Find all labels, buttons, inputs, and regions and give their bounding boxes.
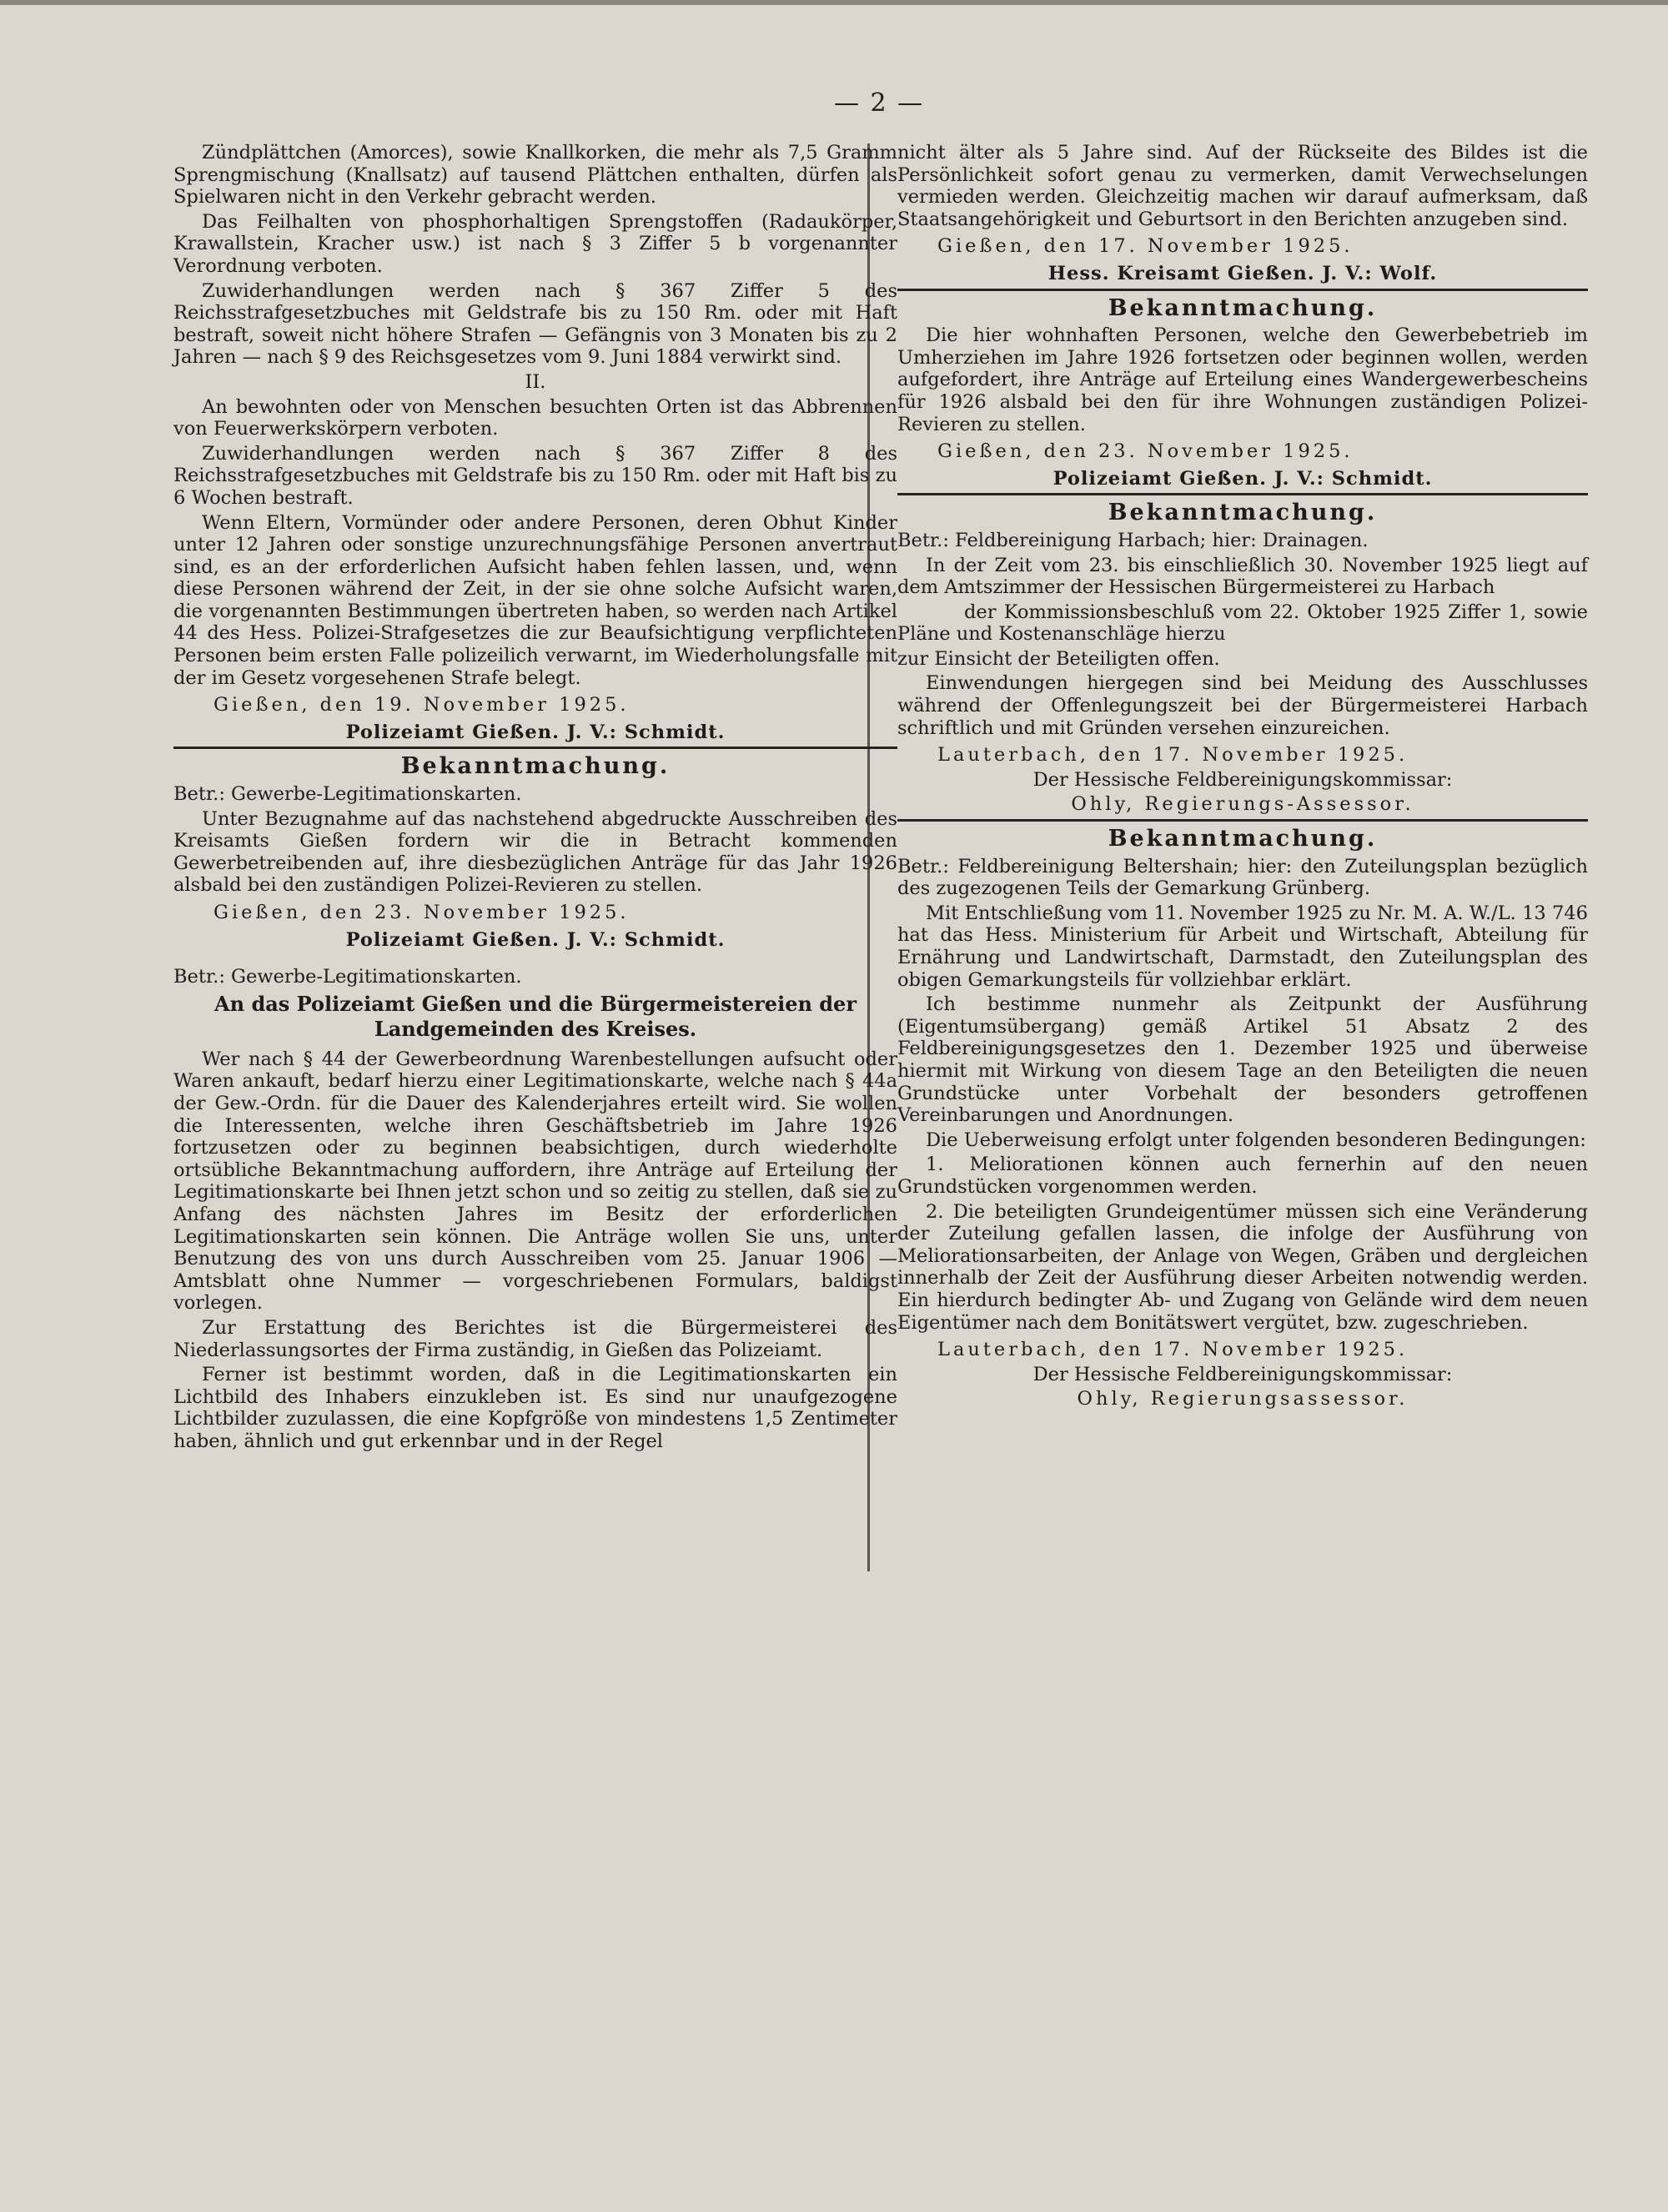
- paragraph: Wenn Eltern, Vormünder oder andere Personen, deren Obhut Kinder unter 12 Jahren oder sonstige unzurechnungsfähige Personen anvertraut sind, es an der erforderlichen Aufsicht haben fehlen lassen, und, wenn diese Personen während der Zeit, in der sie ohne solche Aufsicht waren, die vorgenannten Bestimmungen übertreten haben, so werden nach Artikel 44 des Hess. Polizei-Strafgesetzes die zur Beaufsichtigung verpflichteten Personen beim ersten Falle polizeilich verwarnt, im Wiederholungsfalle mit der im Gesetz vorgesehenen Strafe belegt.: [173, 511, 897, 689]
- paragraph: Mit Entschließung vom 11. November 1925 zu Nr. M. A. W./L. 13 746 hat das Hess. Ministerium für Arbeit und Wirtschaft, Abteilung für Ernährung und Landwirtschaft, Darmstadt, den Zuteilungsplan des obigen Gemarkungsteils für vollziehbar erklärt.: [897, 902, 1588, 991]
- paragraph: Zur Erstattung des Berichtes ist die Bürgermeisterei des Niederlassungsortes der Firma zuständig, in Gießen das Polizeiamt.: [173, 1316, 897, 1361]
- top-border: [0, 0, 1668, 5]
- announcement-heading: Bekanntmachung.: [1108, 826, 1378, 852]
- signature: Polizeiamt Gießen. J. V.: Schmidt.: [1053, 467, 1433, 490]
- list-item: 2. Die beteiligten Grundeigentümer müssen sich eine Veränderung der Zuteilung gefallen lassen, die infolge der Ausführung von Meliorationsarbeiten, der Anlage von Wegen, Gräben und dergleichen innerhalb der Zeit der Ausführung dieser Arbeiten notwendig werden. Ein hierdurch bedingter Ab- und Zugang von Gelände wird dem neuen Eigentümer nach dem Bonitätswert vergütet, bzw. zugeschrieben.: [897, 1200, 1588, 1334]
- paragraph: Zündplättchen (Amorces), sowie Knallkorken, die mehr als 7,5 Gramm Sprengmischung (Knallsatz) auf tausend Plättchen enthalten, dürfen als Spielwaren nicht in den Verkehr gebracht werden.: [173, 142, 897, 209]
- date-line: Lauterbach, den 17. November 1925.: [937, 744, 1409, 767]
- left-column: [173, 142, 897, 1455]
- signature: Polizeiamt Gießen. J. V.: Schmidt.: [345, 721, 726, 743]
- paragraph: Zuwiderhandlungen werden nach § 367 Ziffer 8 des Reichsstrafgesetzbuches mit Geldstrafe bis zu 150 Rm. oder mit Haft bis zu 6 Wochen bestraft.: [173, 442, 897, 509]
- subject-line: Betr.: Feldbereinigung Harbach; hier: Drainagen.: [897, 529, 1369, 551]
- right-column: [897, 142, 1588, 1413]
- paragraph: Unter Bezugnahme auf das nachstehend abgedruckte Ausschreiben des Kreisamts Gießen fordern wir die in Betracht kommenden Gewerbetreibenden auf, ihre diesbezüglichen Anträge für das Jahr 1926 alsbald bei den zuständigen Polizei-Revieren zu stellen.: [173, 807, 897, 897]
- signature: Polizeiamt Gießen. J. V.: Schmidt.: [345, 928, 726, 951]
- paragraph: Wer nach § 44 der Gewerbeordnung Warenbestellungen aufsucht oder Waren ankauft, bedarf hierzu einer Legitimationskarte, welche nach § 44a der Gew.-Ordn. für die Dauer des Kalenderjahres erteilt wird. Sie wollen die Interessenten, welche ihren Geschäftsbetrieb im Jahre 1926 fortzusetzen oder zu beginnen beabsichtigen, durch wiederholte ortsübliche Bekanntmachung auffordern, ihre Anträge auf Erteilung der Legitimationskarte bei Ihnen jetzt schon und so zeitig zu stellen, daß sie zu Anfang des nächsten Jahres im Besitz der erforderlichen Legitimationskarten sein können. Die Anträge wollen Sie uns, unter Benutzung des von uns durch Ausschreiben vom 25. Januar 1906 — Amtsblatt ohne Nummer — vorgeschriebenen Formulars, baldigst vorlegen.: [173, 1048, 897, 1315]
- date-line: Gießen, den 23. November 1925.: [214, 902, 630, 923]
- list-item: 1. Meliorationen können auch fernerhin auf den neuen Grundstücken vorgenommen werden.: [897, 1154, 1588, 1198]
- section-rule: [897, 289, 1588, 291]
- section-rule: [173, 747, 897, 749]
- paragraph: Einwendungen hiergegen sind bei Meidung des Ausschlusses während der Offenlegungszeit bei der Bürgermeisterei Harbach schriftlich und mit Gründen versehen einzureichen.: [897, 672, 1588, 739]
- subject-line: Betr.: Feldbereinigung Beltershain; hier: den Zuteilungsplan bezüglich des zugezogenen Teils der Gemarkung Grünberg.: [897, 855, 1588, 900]
- paragraph: Das Feilhalten von phosphorhaltigen Sprengstoffen (Radaukörper, Krawallstein, Kracher usw.) ist nach § 3 Ziffer 5 b vorgenannter Verordnung verboten.: [173, 210, 897, 277]
- date-line: Gießen, den 17. November 1925.: [937, 235, 1354, 258]
- signature: Hess. Kreisamt Gießen. J. V.: Wolf.: [1048, 262, 1438, 284]
- subject-line: Betr.: Gewerbe-Legitimationskarten.: [173, 966, 522, 988]
- section-rule: [897, 493, 1588, 495]
- signature-name: Ohly, Regierungs-Assessor.: [1071, 793, 1414, 816]
- section-rule: [897, 819, 1588, 822]
- date-line: Lauterbach, den 17. November 1925.: [937, 1339, 1409, 1361]
- paragraph: zur Einsicht der Beteiligten offen.: [897, 647, 1220, 670]
- paragraph: Die Ueberweisung erfolgt unter folgenden besonderen Bedingungen:: [926, 1129, 1586, 1151]
- signature-name: Ohly, Regierungsassessor.: [1077, 1388, 1409, 1410]
- announcement-heading: Bekanntmachung.: [1108, 294, 1378, 321]
- paragraph: An bewohnten oder von Menschen besuchten Orten ist das Abbrennen von Feuerwerkskörpern verboten.: [173, 395, 897, 440]
- date-line: Gießen, den 19. November 1925.: [214, 694, 630, 716]
- signature-title: Der Hessische Feldbereinigungskommissar:: [1032, 1363, 1453, 1385]
- signature-title: Der Hessische Feldbereinigungskommissar:: [1032, 768, 1453, 791]
- paragraph: Ferner ist bestimmt worden, daß in die Legitimationskarten ein Lichtbild des Inhabers einzukleben ist. Es sind nur unaufgezogene Lichtbilder zuzulassen, die eine Kopfgröße von mindestens 1,5 Zentimeter haben, ähnlich und gut erkennbar und in der Regel: [173, 1364, 897, 1452]
- paragraph: Die hier wohnhaften Personen, welche den Gewerbebetrieb im Umherziehen im Jahre 1926 fortsetzen oder beginnen wollen, werden aufgefordert, ihre Anträge auf Erteilung eines Wandergewerbescheins für 1926 alsbald bei den für ihre Wohnungen zuständigen Polizei-Revieren zu stellen.: [897, 324, 1588, 435]
- date-line: Gießen, den 23. November 1925.: [937, 440, 1354, 463]
- paragraph: der Kommissionsbeschluß vom 22. Oktober 1925 Ziffer 1, sowie Pläne und Kostenanschläge hierzu: [897, 601, 1588, 646]
- paragraph: In der Zeit vom 23. bis einschließlich 30. November 1925 liegt auf dem Amtszimmer der Hessischen Bürgermeisterei zu Harbach: [897, 554, 1588, 599]
- address-heading: An das Polizeiamt Gießen und die Bürgermeistereien der Landgemeinden des Kreises.: [214, 991, 857, 1041]
- paragraph: nicht älter als 5 Jahre sind. Auf der Rückseite des Bildes ist die Persönlichkeit sofort genau zu vermerken, damit Verwechselungen vermieden werden. Gleichzeitig machen wir darauf aufmerksam, daß Staatsangehörigkeit und Geburtsort in den Berichten anzugeben sind.: [897, 142, 1588, 230]
- conditions-list: [897, 1154, 1588, 1334]
- subject-line: Betr.: Gewerbe-Legitimationskarten.: [173, 783, 522, 806]
- announcement-heading: Bekanntmachung.: [400, 753, 671, 780]
- section-number: II.: [525, 370, 546, 393]
- page-number: — 2 —: [834, 88, 925, 118]
- paragraph: Ich bestimme nunmehr als Zeitpunkt der Ausführung (Eigentumsübergang) gemäß Artikel 51 Absatz 2 des Feldbereinigungsgesetzes den 1. Dezember 1925 und überweise hiermit mit Wirkung von diesem Tage an den Beteiligten die neuen Grundstücke unter Vorbehalt der besonders getroffenen Vereinbarungen und Anordnungen.: [897, 993, 1588, 1127]
- announcement-heading: Bekanntmachung.: [1108, 500, 1378, 526]
- paragraph: Zuwiderhandlungen werden nach § 367 Ziffer 5 des Reichsstrafgesetzbuches mit Geldstrafe bis zu 150 Rm. oder mit Haft bestraft, soweit nicht höhere Strafen — Gefängnis von 3 Monaten bis zu 2 Jahren — nach § 9 des Reichsgesetzes vom 9. Juni 1884 verwirkt sind.: [173, 279, 897, 369]
